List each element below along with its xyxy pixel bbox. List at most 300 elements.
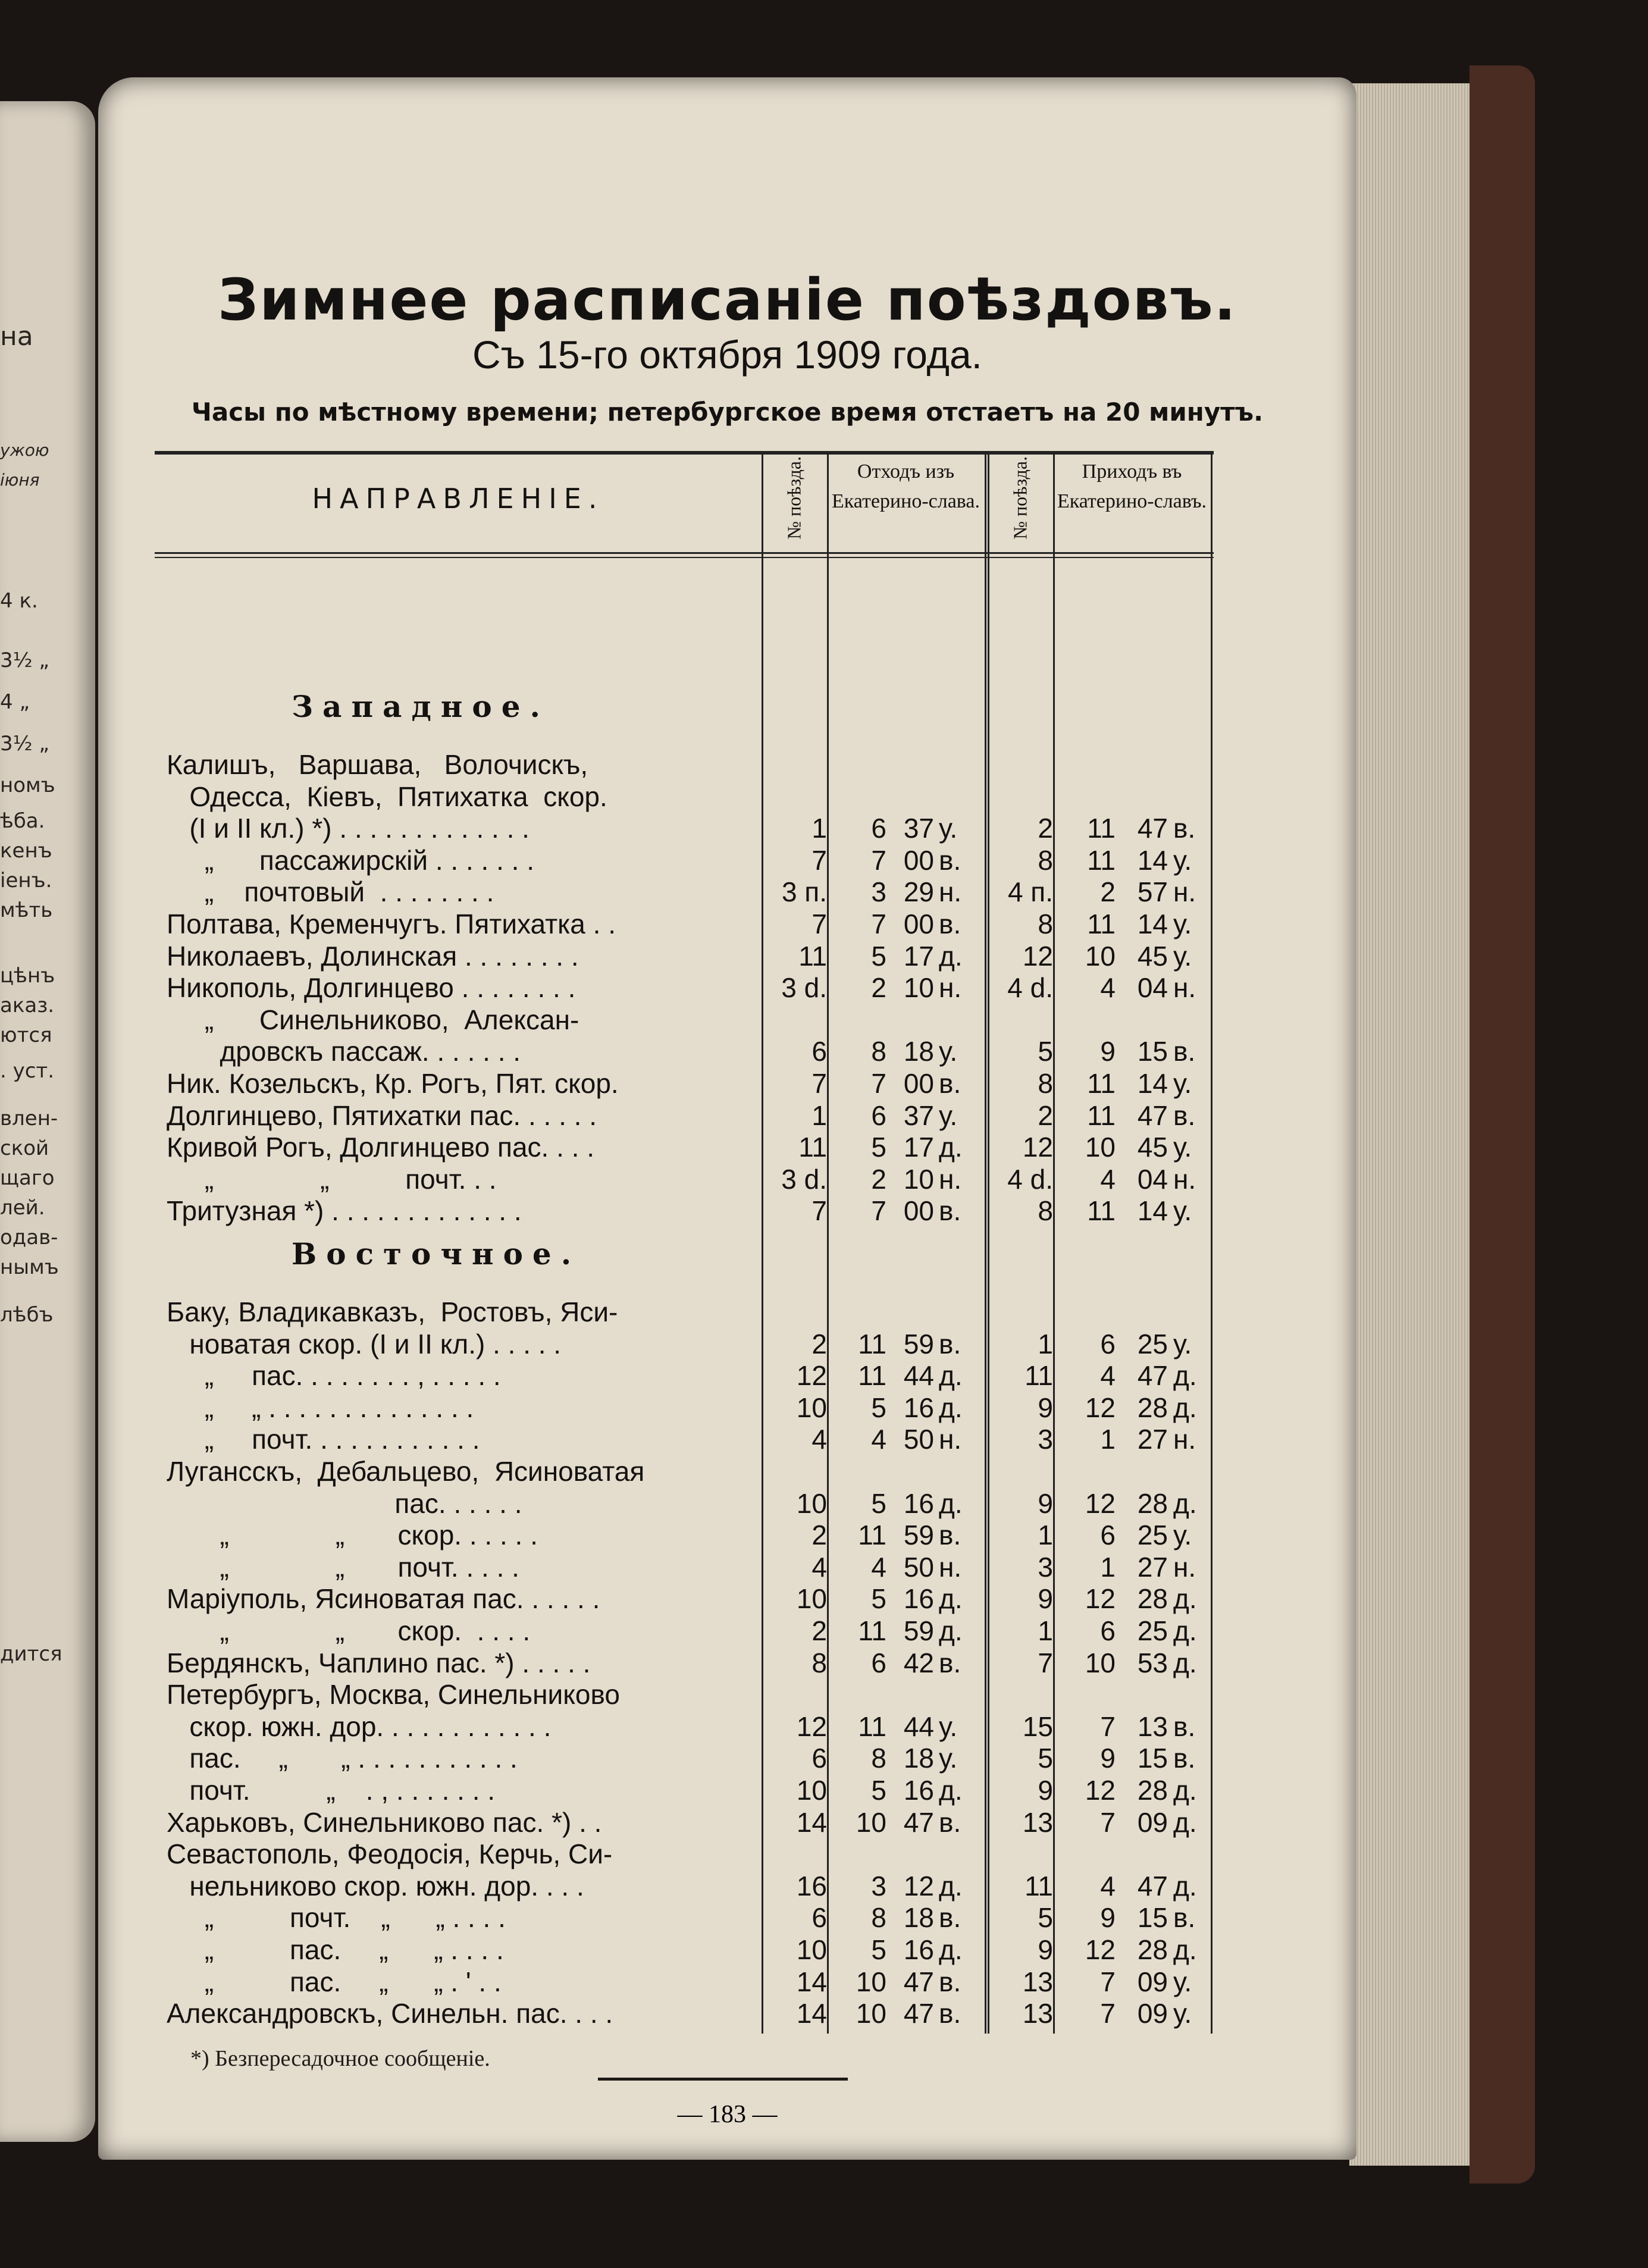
table-row [155,844,1214,876]
arrival-hour-cell: 11 [1087,909,1116,939]
arrival-hour-cell: 9 [1100,1036,1116,1067]
train-no-2-cell: 8 [1038,844,1053,876]
left-page-fragment: 3½ „ [0,732,50,756]
departure-period-cell: н. [939,1551,962,1583]
train-no-2-cell: 1 [1038,1520,1053,1551]
direction-cell: Бердянскъ, Чаплино пас. *) . . . . . [167,1647,591,1678]
left-page-fragment: дится [0,1642,62,1666]
arrival-hour-cell: 6 [1100,1520,1116,1551]
train-no-cell: 12 [796,1711,827,1742]
arrival-minute-cell: 14 [1137,1195,1168,1227]
table-row [155,972,1214,1003]
train-no-cell: 7 [812,844,827,876]
arrival-period-cell: н. [1173,972,1196,1004]
table-row [155,1838,1214,1869]
train-no-2-cell: 4 d. [1007,1163,1053,1195]
train-no-cell: 14 [796,1966,827,1997]
train-no-cell: 7 [812,1068,827,1099]
table-row [155,1487,1214,1519]
departure-hour-cell: 7 [871,909,886,939]
table-row [155,1551,1214,1583]
direction-cell: „ почтовый . . . . . . . . [167,876,494,908]
arrival-minute-cell: 28 [1137,1583,1168,1615]
section-heading: Западное. [292,689,550,724]
direction-cell: „ „ скор. . . . . [167,1615,531,1646]
train-no-2-cell: 8 [1038,1195,1053,1227]
table-row [155,812,1214,844]
header-train-no-2: № поѣзда. [1009,456,1031,540]
left-page-fragment: аказ. [0,994,55,1017]
direction-cell: „ пас. . . . . . . . , . . . . . [167,1360,501,1392]
departure-period-cell: у. [939,1036,958,1067]
arrival-minute-cell: 47 [1137,1099,1168,1131]
arrival-hour-cell: 11 [1087,1099,1116,1131]
departure-minute-cell: 44 [903,1711,934,1742]
direction-cell: нельниково скор. южн. дор. . . . [167,1870,584,1902]
direction-cell: Александровскъ, Синельн. пас. . . . [167,1998,613,2029]
departure-minute-cell: 47 [903,1806,934,1838]
left-page-fragment: цѣнъ [0,964,55,988]
departure-minute-cell: 10 [903,972,934,1004]
train-no-cell: 6 [812,1902,827,1934]
direction-cell: (I и II кл.) *) . . . . . . . . . . . . . [167,813,530,844]
left-page-fragment: на [0,321,33,352]
departure-period-cell: в. [939,1902,961,1934]
departure-hour-cell: 5 [871,1132,886,1163]
departure-period-cell: в. [939,1068,961,1099]
table-row [155,1392,1214,1423]
left-page-fragment: ужою [0,440,49,460]
departure-hour-cell: 11 [858,1328,886,1359]
table-row [155,940,1214,972]
arrival-minute-cell: 15 [1137,1036,1168,1067]
arrival-period-cell: н. [1173,1551,1196,1583]
departure-hour-cell: 5 [871,1487,886,1519]
train-no-cell: 7 [812,1195,827,1227]
arrival-hour-cell: 1 [1100,1424,1116,1455]
arrival-period-cell: д. [1173,1360,1197,1392]
train-no-cell: 10 [796,1934,827,1965]
arrival-period-cell: у. [1173,1966,1192,1997]
arrival-period-cell: д. [1173,1487,1197,1519]
arrival-period-cell: в. [1173,1036,1196,1067]
departure-hour-cell: 5 [871,1934,886,1965]
left-page-fragment: іенъ. [0,869,52,892]
departure-hour-cell: 7 [871,1195,886,1227]
departure-hour-cell: 8 [871,1743,886,1774]
arrival-hour-cell: 6 [1100,1615,1116,1646]
train-no-2-cell: 5 [1038,1902,1053,1934]
departure-minute-cell: 17 [903,1132,934,1163]
train-no-cell: 3 d. [781,972,827,1004]
departure-hour-cell: 6 [871,1099,886,1131]
departure-minute-cell: 00 [903,844,934,876]
train-no-2-cell: 9 [1038,1392,1053,1423]
departure-period-cell: н. [939,1163,962,1195]
arrival-hour-cell: 12 [1085,1583,1116,1615]
arrival-period-cell: у. [1173,1068,1192,1099]
left-page-fragment: іюня [0,470,40,490]
train-no-2-cell: 13 [1022,1806,1053,1838]
departure-period-cell: в. [939,1328,961,1359]
departure-hour-cell: 8 [871,1902,886,1934]
departure-period-cell: н. [939,876,962,908]
arrival-hour-cell: 10 [1085,1647,1116,1678]
departure-period-cell: в. [939,1966,961,1997]
table-row [155,1934,1214,1965]
train-no-cell: 3 п. [781,876,827,908]
arrival-hour-cell: 12 [1085,1775,1116,1806]
table-row [155,1004,1214,1035]
arrival-minute-cell: 09 [1137,1806,1168,1838]
section-heading: Восточное. [292,1236,581,1271]
departure-period-cell: д. [939,1487,963,1519]
left-page-fragment: ются [0,1023,52,1047]
arrival-hour-cell: 4 [1100,1870,1116,1902]
arrival-period-cell: у. [1173,1195,1192,1227]
train-no-2-cell: 1 [1038,1328,1053,1359]
direction-cell: Николаевъ, Долинская . . . . . . . . [167,940,579,972]
train-no-2-cell: 9 [1038,1583,1053,1615]
arrival-hour-cell: 9 [1100,1902,1116,1934]
page-title: Зимнее расписаніе поѣздовъ. [218,267,1237,333]
arrival-period-cell: в. [1173,813,1196,844]
arrival-minute-cell: 27 [1137,1424,1168,1455]
arrival-period-cell: у. [1173,1998,1192,2029]
table-row [155,1328,1214,1359]
arrival-minute-cell: 09 [1137,1998,1168,2029]
train-no-2-cell: 3 [1038,1424,1053,1455]
left-page-fragment: мѣть [0,898,53,922]
departure-hour-cell: 2 [871,972,886,1004]
train-no-2-cell: 2 [1038,1099,1053,1131]
train-no-cell: 10 [796,1775,827,1806]
departure-period-cell: у. [939,1099,958,1131]
departure-period-cell: д. [939,1934,963,1965]
direction-cell: Одесса, Кіевъ, Пятихатка скор. [167,781,607,812]
arrival-period-cell: н. [1173,1424,1196,1455]
left-page-fragment: . уст. [0,1059,55,1083]
departure-hour-cell: 7 [871,844,886,876]
departure-hour-cell: 10 [856,1966,886,1997]
arrival-hour-cell: 12 [1085,1392,1116,1423]
arrival-hour-cell: 7 [1100,1806,1116,1838]
header-direction: НАПРАВЛЕНІЕ. [312,483,604,515]
arrival-minute-cell: 14 [1137,909,1168,939]
arrival-period-cell: д. [1173,1392,1197,1423]
departure-hour-cell: 11 [858,1711,886,1742]
train-no-2-cell: 3 [1038,1551,1053,1583]
train-no-cell: 10 [796,1392,827,1423]
train-no-cell: 14 [796,1806,827,1838]
table-row [155,748,1214,780]
train-no-2-cell: 12 [1022,940,1053,972]
departure-hour-cell: 11 [858,1615,886,1646]
departure-hour-cell: 3 [871,876,886,908]
arrival-minute-cell: 28 [1137,1392,1168,1423]
departure-minute-cell: 37 [903,813,934,844]
arrival-minute-cell: 25 [1137,1328,1168,1359]
table-row [155,781,1214,812]
arrival-period-cell: д. [1173,1870,1197,1902]
train-no-cell: 6 [812,1036,827,1067]
arrival-minute-cell: 28 [1137,1487,1168,1519]
train-no-2-cell: 2 [1038,813,1053,844]
time-note: Часы по мѣстному времени; петербургское время отстаетъ на 20 минутъ. [191,397,1264,427]
departure-period-cell: в. [939,1806,961,1838]
departure-minute-cell: 12 [903,1870,934,1902]
train-no-2-cell: 5 [1038,1036,1053,1067]
table-row [155,1711,1214,1742]
arrival-minute-cell: 25 [1137,1615,1168,1646]
train-no-cell: 8 [812,1647,827,1678]
arrival-period-cell: в. [1173,1743,1196,1774]
train-no-2-cell: 13 [1022,1966,1053,1997]
table-row [155,1678,1214,1710]
arrival-period-cell: в. [1173,1902,1196,1934]
table-row [155,1774,1214,1806]
departure-hour-cell: 3 [871,1870,886,1902]
departure-minute-cell: 37 [903,1099,934,1131]
book-cover [1470,65,1535,2184]
table-row [155,1131,1214,1163]
train-no-cell: 12 [796,1360,827,1392]
departure-hour-cell: 4 [871,1551,886,1583]
train-no-2-cell: 4 d. [1007,972,1053,1004]
departure-period-cell: в. [939,909,961,939]
direction-cell: Калишъ, Варшава, Волочискъ, [167,749,588,780]
departure-hour-cell: 11 [858,1520,886,1551]
departure-period-cell: у. [939,1711,958,1742]
arrival-minute-cell: 04 [1137,1163,1168,1195]
arrival-period-cell: у. [1173,1520,1192,1551]
direction-cell: „ Синельниково, Алексан- [167,1004,579,1035]
arrival-minute-cell: 47 [1137,813,1168,844]
arrival-period-cell: н. [1173,876,1196,908]
train-no-2-cell: 12 [1022,1132,1053,1163]
direction-cell: „ пассажирскій . . . . . . . [167,844,534,876]
train-no-cell: 2 [812,1328,827,1359]
header-arrival: Приходъ въ Екатерино-славъ. [1057,461,1207,512]
train-no-2-cell: 1 [1038,1615,1053,1646]
departure-period-cell: у. [939,1743,958,1774]
departure-period-cell: д. [939,1615,963,1646]
departure-hour-cell: 4 [871,1424,886,1455]
direction-cell: „ „ почт. . . [167,1163,497,1195]
direction-cell: Полтава, Кременчугъ. Пятихатка . . [167,909,616,939]
arrival-minute-cell: 28 [1137,1775,1168,1806]
arrival-minute-cell: 15 [1137,1902,1168,1934]
arrival-period-cell: у. [1173,909,1192,939]
train-no-2-cell: 13 [1022,1998,1053,2029]
table-row [155,1163,1214,1195]
table-row [155,1997,1214,2029]
table-row [155,1099,1214,1131]
arrival-minute-cell: 47 [1137,1360,1168,1392]
table-row [155,1615,1214,1646]
departure-minute-cell: 16 [903,1775,934,1806]
arrival-hour-cell: 6 [1100,1328,1116,1359]
departure-minute-cell: 59 [903,1328,934,1359]
arrival-minute-cell: 13 [1137,1711,1168,1742]
left-page-fragment: кенъ [0,839,52,863]
direction-cell: „ пас. „ „ . . . . [167,1934,504,1965]
left-page-fragment: лей. [0,1196,45,1220]
arrival-hour-cell: 11 [1087,844,1116,876]
header-train-no: № поѣзда. [783,456,805,540]
train-no-2-cell: 7 [1038,1647,1053,1678]
departure-period-cell: в. [939,1520,961,1551]
departure-minute-cell: 18 [903,1036,934,1067]
train-no-2-cell: 9 [1038,1775,1053,1806]
left-page-edge [0,101,95,2142]
table-row [155,1870,1214,1902]
arrival-period-cell: д. [1173,1934,1197,1965]
arrival-hour-cell: 4 [1100,972,1116,1004]
departure-hour-cell: 5 [871,1392,886,1423]
table-row [155,1806,1214,1838]
direction-cell: скор. южн. дор. . . . . . . . . . . . [167,1711,552,1742]
train-no-2-cell: 8 [1038,1068,1053,1099]
direction-cell: новатая скор. (I и II кл.) . . . . . [167,1328,562,1359]
page-number: — 183 — [677,2101,778,2128]
direction-cell: Харьковъ, Синельниково пас. *) . . [167,1806,602,1838]
table-row [155,876,1214,907]
arrival-minute-cell: 45 [1137,940,1168,972]
departure-minute-cell: 16 [903,1934,934,1965]
departure-minute-cell: 17 [903,940,934,972]
arrival-minute-cell: 47 [1137,1870,1168,1902]
train-no-cell: 4 [812,1424,827,1455]
arrival-minute-cell: 53 [1137,1647,1168,1678]
direction-cell: Петербургъ, Москва, Синельниково [167,1679,620,1711]
arrival-minute-cell: 27 [1137,1551,1168,1583]
departure-period-cell: д. [939,1583,963,1615]
departure-hour-cell: 6 [871,1647,886,1678]
table-row [155,1455,1214,1487]
departure-minute-cell: 59 [903,1615,934,1646]
arrival-hour-cell: 11 [1087,1195,1116,1227]
train-no-cell: 6 [812,1743,827,1774]
train-no-2-cell: 9 [1038,1487,1053,1519]
table-row [155,1423,1214,1455]
direction-cell: Долгинцево, Пятихатки пас. . . . . . [167,1099,597,1131]
page-subtitle: Съ 15-го октября 1909 года. [472,333,983,377]
arrival-hour-cell: 11 [1087,813,1116,844]
departure-hour-cell: 5 [871,940,886,972]
arrival-period-cell: д. [1173,1583,1197,1615]
arrival-hour-cell: 1 [1100,1551,1116,1583]
arrival-minute-cell: 15 [1137,1743,1168,1774]
departure-minute-cell: 16 [903,1392,934,1423]
train-no-cell: 16 [796,1870,827,1902]
departure-minute-cell: 00 [903,909,934,939]
departure-period-cell: у. [939,813,958,844]
train-no-2-cell: 4 п. [1007,876,1053,908]
train-no-cell: 10 [796,1487,827,1519]
table-row [155,1902,1214,1933]
direction-cell: „ пас. „ „ . ' . . [167,1966,502,1997]
direction-cell: „ „ почт. . . . . [167,1551,519,1583]
departure-period-cell: д. [939,1132,963,1163]
arrival-minute-cell: 14 [1137,1068,1168,1099]
departure-period-cell: в. [939,1998,961,2029]
table-row [155,1583,1214,1614]
left-page-fragment: номъ [0,773,55,797]
arrival-period-cell: у. [1173,1328,1192,1359]
arrival-minute-cell: 28 [1137,1934,1168,1965]
arrival-hour-cell: 10 [1085,940,1116,972]
direction-cell: пас. . . . . . [167,1487,522,1519]
arrival-period-cell: в. [1173,1711,1196,1742]
train-no-2-cell: 5 [1038,1743,1053,1774]
departure-minute-cell: 00 [903,1195,934,1227]
arrival-period-cell: у. [1173,1132,1192,1163]
left-page-fragment: щаго [0,1166,55,1190]
arrival-hour-cell: 7 [1100,1966,1116,1997]
arrival-period-cell: д. [1173,1647,1197,1678]
train-no-2-cell: 11 [1024,1870,1053,1902]
train-no-cell: 3 d. [781,1163,827,1195]
departure-hour-cell: 5 [871,1775,886,1806]
arrival-hour-cell: 4 [1100,1163,1116,1195]
train-no-cell: 2 [812,1520,827,1551]
departure-period-cell: в. [939,1195,961,1227]
left-page-fragment: ѣба. [0,809,45,833]
departure-minute-cell: 42 [903,1647,934,1678]
train-no-cell: 11 [798,1132,827,1163]
departure-minute-cell: 00 [903,1068,934,1099]
arrival-period-cell: д. [1173,1615,1197,1646]
header-rule-2 [155,557,1214,558]
train-no-cell: 7 [812,909,827,939]
train-no-cell: 1 [812,1099,827,1131]
direction-cell: Тритузная *) . . . . . . . . . . . . . [167,1195,522,1227]
arrival-period-cell: д. [1173,1775,1197,1806]
arrival-period-cell: н. [1173,1163,1196,1195]
departure-period-cell: д. [939,940,963,972]
arrival-minute-cell: 14 [1137,844,1168,876]
footnote: *) Безпересадочное сообщеніе. [190,2046,490,2071]
left-page-fragment: одав- [0,1226,58,1249]
left-page-fragment: нымъ [0,1255,59,1279]
arrival-period-cell: в. [1173,1099,1196,1131]
arrival-hour-cell: 7 [1100,1998,1116,2029]
arrival-minute-cell: 45 [1137,1132,1168,1163]
left-page-fragment: 4 „ [0,690,30,714]
table-row [155,1519,1214,1550]
table-row [155,1359,1214,1391]
train-no-cell: 11 [798,940,827,972]
table-row [155,1647,1214,1678]
left-page-fragment: лѣбъ [0,1303,54,1327]
arrival-hour-cell: 4 [1100,1360,1116,1392]
departure-period-cell: н. [939,1424,962,1455]
arrival-hour-cell: 11 [1087,1068,1116,1099]
train-no-cell: 14 [796,1998,827,2029]
arrival-period-cell: у. [1173,844,1192,876]
direction-cell: „ „ скор. . . . . . [167,1520,538,1551]
book-page [98,77,1356,2160]
direction-cell: Лугансскъ, Дебальцево, Ясиноватая [167,1456,645,1487]
departure-period-cell: в. [939,1647,961,1678]
departure-hour-cell: 11 [858,1360,886,1392]
direction-cell: „ почт. . . . . . . . . . . . [167,1424,480,1455]
departure-minute-cell: 16 [903,1487,934,1519]
departure-period-cell: д. [939,1870,963,1902]
departure-minute-cell: 16 [903,1583,934,1615]
arrival-hour-cell: 9 [1100,1743,1116,1774]
